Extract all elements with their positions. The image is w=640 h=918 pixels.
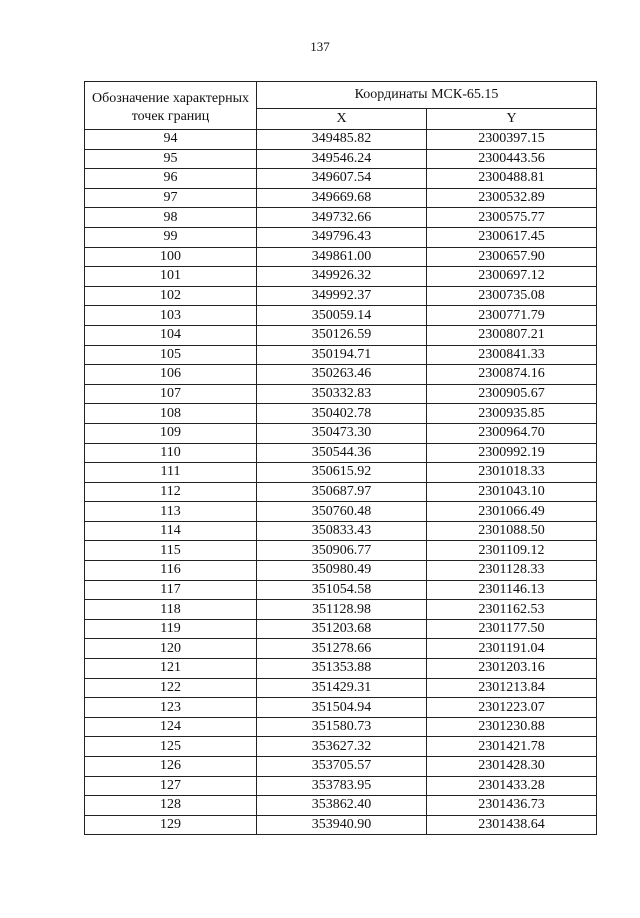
table-row — [85, 130, 597, 150]
x-coordinate-cell: 353862.40 — [257, 796, 427, 816]
x-coordinate-cell: 351054.58 — [257, 580, 427, 600]
table-row — [85, 149, 597, 169]
y-coordinate-cell: 2301018.33 — [427, 463, 597, 483]
point-number-cell: 124 — [85, 717, 257, 737]
y-coordinate-cell: 2300575.77 — [427, 208, 597, 228]
point-number-cell: 101 — [85, 267, 257, 287]
point-number-cell: 122 — [85, 678, 257, 698]
point-number-cell: 111 — [85, 463, 257, 483]
y-coordinate-cell: 2301191.04 — [427, 639, 597, 659]
x-coordinate-cell: 349926.32 — [257, 267, 427, 287]
point-number-cell: 126 — [85, 757, 257, 777]
y-coordinate-cell: 2301438.64 — [427, 815, 597, 835]
table-body — [85, 130, 597, 835]
x-coordinate-cell: 353705.57 — [257, 757, 427, 777]
table-row — [85, 345, 597, 365]
table-row — [85, 306, 597, 326]
table-row — [85, 247, 597, 267]
header-points: Обозначение характерных точек границ — [85, 82, 257, 130]
y-coordinate-cell: 2301177.50 — [427, 619, 597, 639]
x-coordinate-cell: 350059.14 — [257, 306, 427, 326]
y-coordinate-cell: 2300735.08 — [427, 286, 597, 306]
y-coordinate-cell: 2300874.16 — [427, 365, 597, 385]
table-row — [85, 325, 597, 345]
point-number-cell: 127 — [85, 776, 257, 796]
point-number-cell: 106 — [85, 365, 257, 385]
y-coordinate-cell: 2300617.45 — [427, 227, 597, 247]
point-number-cell: 98 — [85, 208, 257, 228]
y-coordinate-cell: 2300905.67 — [427, 384, 597, 404]
header-coordinates: Координаты МСК-65.15 — [257, 82, 597, 109]
point-number-cell: 94 — [85, 130, 257, 150]
x-coordinate-cell: 351128.98 — [257, 600, 427, 620]
x-coordinate-cell: 351429.31 — [257, 678, 427, 698]
x-coordinate-cell: 350980.49 — [257, 561, 427, 581]
table-row — [85, 384, 597, 404]
y-coordinate-cell: 2301433.28 — [427, 776, 597, 796]
x-coordinate-cell: 349796.43 — [257, 227, 427, 247]
point-number-cell: 104 — [85, 325, 257, 345]
y-coordinate-cell: 2301146.13 — [427, 580, 597, 600]
coordinates-table — [84, 81, 597, 835]
table-row — [85, 404, 597, 424]
point-number-cell: 123 — [85, 698, 257, 718]
table-row — [85, 463, 597, 483]
table-row — [85, 619, 597, 639]
table-row — [85, 208, 597, 228]
point-number-cell: 119 — [85, 619, 257, 639]
y-coordinate-cell: 2300964.70 — [427, 423, 597, 443]
x-coordinate-cell: 351504.94 — [257, 698, 427, 718]
point-number-cell: 118 — [85, 600, 257, 620]
x-coordinate-cell: 350194.71 — [257, 345, 427, 365]
table-header — [85, 82, 597, 130]
point-number-cell: 121 — [85, 659, 257, 679]
y-coordinate-cell: 2301213.84 — [427, 678, 597, 698]
table-row — [85, 188, 597, 208]
y-coordinate-cell: 2301436.73 — [427, 796, 597, 816]
x-coordinate-cell: 349485.82 — [257, 130, 427, 150]
point-number-cell: 115 — [85, 541, 257, 561]
x-coordinate-cell: 350906.77 — [257, 541, 427, 561]
y-coordinate-cell: 2301421.78 — [427, 737, 597, 757]
table-row — [85, 365, 597, 385]
y-coordinate-cell: 2300697.12 — [427, 267, 597, 287]
y-coordinate-cell: 2301109.12 — [427, 541, 597, 561]
x-coordinate-cell: 350687.97 — [257, 482, 427, 502]
x-coordinate-cell: 351278.66 — [257, 639, 427, 659]
y-coordinate-cell: 2301162.53 — [427, 600, 597, 620]
table-row — [85, 267, 597, 287]
x-coordinate-cell: 349546.24 — [257, 149, 427, 169]
y-coordinate-cell: 2301043.10 — [427, 482, 597, 502]
x-coordinate-cell: 353627.32 — [257, 737, 427, 757]
x-coordinate-cell: 350402.78 — [257, 404, 427, 424]
point-number-cell: 99 — [85, 227, 257, 247]
x-coordinate-cell: 351580.73 — [257, 717, 427, 737]
x-coordinate-cell: 350126.59 — [257, 325, 427, 345]
y-coordinate-cell: 2300488.81 — [427, 169, 597, 189]
table-row — [85, 717, 597, 737]
x-coordinate-cell: 351353.88 — [257, 659, 427, 679]
y-coordinate-cell: 2301128.33 — [427, 561, 597, 581]
x-coordinate-cell: 349992.37 — [257, 286, 427, 306]
header-y: Y — [427, 109, 597, 130]
point-number-cell: 128 — [85, 796, 257, 816]
table-row — [85, 443, 597, 463]
table-row — [85, 521, 597, 541]
table-row — [85, 639, 597, 659]
table-row — [85, 423, 597, 443]
table-row — [85, 815, 597, 835]
y-coordinate-cell: 2301066.49 — [427, 502, 597, 522]
table-row — [85, 561, 597, 581]
x-coordinate-cell: 349607.54 — [257, 169, 427, 189]
point-number-cell: 109 — [85, 423, 257, 443]
y-coordinate-cell: 2300397.15 — [427, 130, 597, 150]
x-coordinate-cell: 350615.92 — [257, 463, 427, 483]
point-number-cell: 107 — [85, 384, 257, 404]
table-row — [85, 796, 597, 816]
table-row — [85, 659, 597, 679]
point-number-cell: 120 — [85, 639, 257, 659]
y-coordinate-cell: 2300992.19 — [427, 443, 597, 463]
y-coordinate-cell: 2300841.33 — [427, 345, 597, 365]
table-row — [85, 286, 597, 306]
y-coordinate-cell: 2300771.79 — [427, 306, 597, 326]
x-coordinate-cell: 350760.48 — [257, 502, 427, 522]
table-row — [85, 502, 597, 522]
x-coordinate-cell: 350332.83 — [257, 384, 427, 404]
x-coordinate-cell: 350473.30 — [257, 423, 427, 443]
point-number-cell: 113 — [85, 502, 257, 522]
y-coordinate-cell: 2301203.16 — [427, 659, 597, 679]
point-number-cell: 110 — [85, 443, 257, 463]
x-coordinate-cell: 353783.95 — [257, 776, 427, 796]
point-number-cell: 103 — [85, 306, 257, 326]
y-coordinate-cell: 2301088.50 — [427, 521, 597, 541]
point-number-cell: 129 — [85, 815, 257, 835]
point-number-cell: 97 — [85, 188, 257, 208]
point-number-cell: 105 — [85, 345, 257, 365]
y-coordinate-cell: 2300935.85 — [427, 404, 597, 424]
table-row — [85, 482, 597, 502]
x-coordinate-cell: 351203.68 — [257, 619, 427, 639]
y-coordinate-cell: 2300532.89 — [427, 188, 597, 208]
header-x: X — [257, 109, 427, 130]
y-coordinate-cell: 2301428.30 — [427, 757, 597, 777]
x-coordinate-cell: 349861.00 — [257, 247, 427, 267]
table-row — [85, 541, 597, 561]
point-number-cell: 125 — [85, 737, 257, 757]
table-row — [85, 698, 597, 718]
y-coordinate-cell: 2301230.88 — [427, 717, 597, 737]
table-row — [85, 757, 597, 777]
point-number-cell: 116 — [85, 561, 257, 581]
x-coordinate-cell: 349669.68 — [257, 188, 427, 208]
point-number-cell: 100 — [85, 247, 257, 267]
y-coordinate-cell: 2301223.07 — [427, 698, 597, 718]
point-number-cell: 117 — [85, 580, 257, 600]
x-coordinate-cell: 350544.36 — [257, 443, 427, 463]
page-number: 137 — [310, 39, 330, 54]
x-coordinate-cell: 353940.90 — [257, 815, 427, 835]
point-number-cell: 112 — [85, 482, 257, 502]
y-coordinate-cell: 2300807.21 — [427, 325, 597, 345]
y-coordinate-cell: 2300443.56 — [427, 149, 597, 169]
x-coordinate-cell: 350833.43 — [257, 521, 427, 541]
table-row — [85, 580, 597, 600]
table-row — [85, 169, 597, 189]
point-number-cell: 96 — [85, 169, 257, 189]
point-number-cell: 95 — [85, 149, 257, 169]
point-number-cell: 114 — [85, 521, 257, 541]
table-row — [85, 737, 597, 757]
table-row — [85, 776, 597, 796]
y-coordinate-cell: 2300657.90 — [427, 247, 597, 267]
x-coordinate-cell: 350263.46 — [257, 365, 427, 385]
point-number-cell: 108 — [85, 404, 257, 424]
x-coordinate-cell: 349732.66 — [257, 208, 427, 228]
table-row — [85, 678, 597, 698]
point-number-cell: 102 — [85, 286, 257, 306]
table-row — [85, 600, 597, 620]
table-row — [85, 227, 597, 247]
